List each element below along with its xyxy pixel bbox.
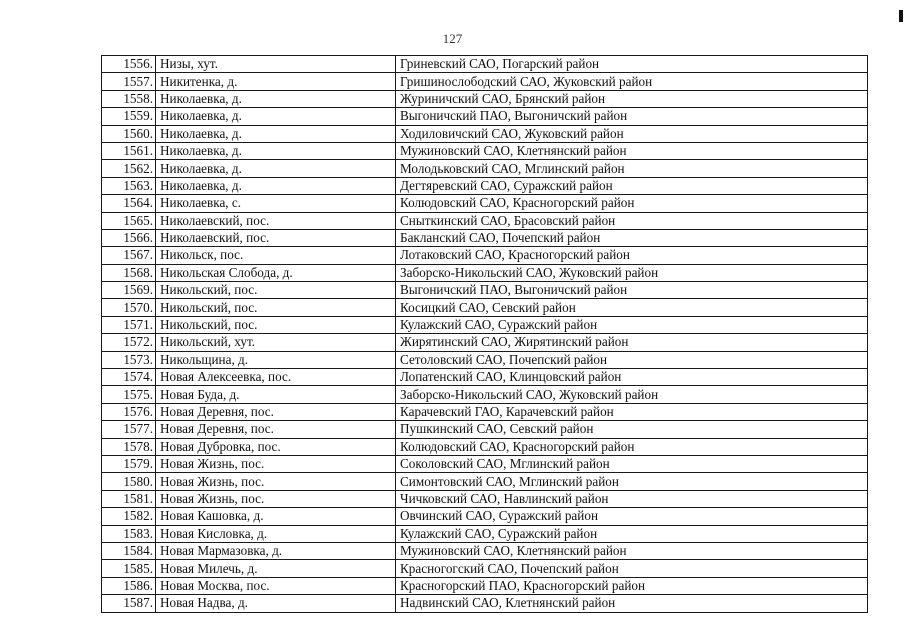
row-number-cell: 1567. xyxy=(102,247,156,264)
table-row xyxy=(102,247,868,264)
district-cell: Гриневский САО, Погарский район xyxy=(396,56,868,73)
table-row xyxy=(102,125,868,142)
table-row xyxy=(102,386,868,403)
table-row xyxy=(102,369,868,386)
district-cell: Заборско-Никольский САО, Жуковский район xyxy=(396,264,868,281)
settlement-name-cell: Новая Деревня, пос. xyxy=(156,403,396,420)
district-cell: Соколовский САО, Мглинский район xyxy=(396,455,868,472)
table-row xyxy=(102,490,868,507)
settlement-name-cell: Новая Жизнь, пос. xyxy=(156,490,396,507)
table-row xyxy=(102,351,868,368)
district-cell: Бакланский САО, Почепский район xyxy=(396,229,868,246)
row-number-cell: 1577. xyxy=(102,421,156,438)
settlement-name-cell: Николаевка, д. xyxy=(156,125,396,142)
district-cell: Гришинослободский САО, Жуковский район xyxy=(396,73,868,90)
row-number-cell: 1566. xyxy=(102,229,156,246)
district-cell: Косицкий САО, Севский район xyxy=(396,299,868,316)
settlement-name-cell: Никольская Слобода, д. xyxy=(156,264,396,281)
row-number-cell: 1586. xyxy=(102,577,156,594)
settlement-name-cell: Николаевка, д. xyxy=(156,160,396,177)
table-row xyxy=(102,577,868,594)
settlement-name-cell: Никитенка, д. xyxy=(156,73,396,90)
table-row xyxy=(102,508,868,525)
settlement-name-cell: Никольщина, д. xyxy=(156,351,396,368)
table-row xyxy=(102,177,868,194)
settlement-name-cell: Николаевка, д. xyxy=(156,108,396,125)
row-number-cell: 1574. xyxy=(102,369,156,386)
settlement-name-cell: Никольский, пос. xyxy=(156,282,396,299)
row-number-cell: 1565. xyxy=(102,212,156,229)
district-cell: Надвинский САО, Клетнянский район xyxy=(396,595,868,612)
settlement-name-cell: Николаевка, д. xyxy=(156,90,396,107)
table-row xyxy=(102,299,868,316)
row-number-cell: 1579. xyxy=(102,455,156,472)
settlement-name-cell: Новая Кашовка, д. xyxy=(156,508,396,525)
row-number-cell: 1568. xyxy=(102,264,156,281)
settlements-table xyxy=(101,55,868,613)
settlement-name-cell: Новая Жизнь, пос. xyxy=(156,455,396,472)
row-number-cell: 1581. xyxy=(102,490,156,507)
settlement-name-cell: Новая Мармазовка, д. xyxy=(156,542,396,559)
table-row xyxy=(102,473,868,490)
row-number-cell: 1587. xyxy=(102,595,156,612)
district-cell: Дегтяревский САО, Суражский район xyxy=(396,177,868,194)
settlement-name-cell: Никольский, пос. xyxy=(156,316,396,333)
district-cell: Симонтовский САО, Мглинский район xyxy=(396,473,868,490)
row-number-cell: 1575. xyxy=(102,386,156,403)
settlement-name-cell: Новая Жизнь, пос. xyxy=(156,473,396,490)
row-number-cell: 1558. xyxy=(102,90,156,107)
row-number-cell: 1561. xyxy=(102,142,156,159)
table-row xyxy=(102,160,868,177)
row-number-cell: 1571. xyxy=(102,316,156,333)
row-number-cell: 1569. xyxy=(102,282,156,299)
district-cell: Мужиновский САО, Клетнянский район xyxy=(396,142,868,159)
settlement-name-cell: Новая Алексеевка, пос. xyxy=(156,369,396,386)
table-row xyxy=(102,438,868,455)
district-cell: Молодьковский САО, Мглинский район xyxy=(396,160,868,177)
row-number-cell: 1580. xyxy=(102,473,156,490)
settlement-name-cell: Новая Дубровка, пос. xyxy=(156,438,396,455)
table-row xyxy=(102,282,868,299)
settlement-name-cell: Новая Милечь, д. xyxy=(156,560,396,577)
table-row xyxy=(102,142,868,159)
table-row xyxy=(102,455,868,472)
district-cell: Мужиновский САО, Клетнянский район xyxy=(396,542,868,559)
page-number: 127 xyxy=(442,31,463,46)
table-row xyxy=(102,195,868,212)
settlement-name-cell: Николаевка, д. xyxy=(156,177,396,194)
table-row xyxy=(102,316,868,333)
district-cell: Лопатенский САО, Клинцовский район xyxy=(396,369,868,386)
row-number-cell: 1585. xyxy=(102,560,156,577)
scan-edge-mark xyxy=(899,10,903,22)
row-number-cell: 1584. xyxy=(102,542,156,559)
district-cell: Колюдовский САО, Красногорский район xyxy=(396,195,868,212)
settlement-name-cell: Новая Кисловка, д. xyxy=(156,525,396,542)
table-row xyxy=(102,229,868,246)
table-row xyxy=(102,403,868,420)
settlement-name-cell: Никольский, хут. xyxy=(156,334,396,351)
district-cell: Журиничский САО, Брянский район xyxy=(396,90,868,107)
district-cell: Сетоловский САО, Почепский район xyxy=(396,351,868,368)
district-cell: Заборско-Никольский САО, Жуковский район xyxy=(396,386,868,403)
settlement-name-cell: Николаевский, пос. xyxy=(156,229,396,246)
settlement-name-cell: Николаевка, д. xyxy=(156,142,396,159)
table-row xyxy=(102,56,868,73)
settlement-name-cell: Новая Буда, д. xyxy=(156,386,396,403)
district-cell: Сныткинский САО, Брасовский район xyxy=(396,212,868,229)
district-cell: Пушкинский САО, Севский район xyxy=(396,421,868,438)
row-number-cell: 1572. xyxy=(102,334,156,351)
row-number-cell: 1564. xyxy=(102,195,156,212)
table-row xyxy=(102,595,868,612)
row-number-cell: 1583. xyxy=(102,525,156,542)
row-number-cell: 1578. xyxy=(102,438,156,455)
district-cell: Карачевский ГАО, Карачевский район xyxy=(396,403,868,420)
row-number-cell: 1582. xyxy=(102,508,156,525)
row-number-cell: 1559. xyxy=(102,108,156,125)
table-row xyxy=(102,264,868,281)
row-number-cell: 1560. xyxy=(102,125,156,142)
row-number-cell: 1556. xyxy=(102,56,156,73)
district-cell: Ходиловичский САО, Жуковский район xyxy=(396,125,868,142)
row-number-cell: 1573. xyxy=(102,351,156,368)
district-cell: Лотаковский САО, Красногорский район xyxy=(396,247,868,264)
settlements-table-body xyxy=(102,56,868,613)
district-cell: Выгоничский ПАО, Выгоничский район xyxy=(396,108,868,125)
district-cell: Овчинский САО, Суражский район xyxy=(396,508,868,525)
table-row xyxy=(102,90,868,107)
settlement-name-cell: Новая Москва, пос. xyxy=(156,577,396,594)
row-number-cell: 1562. xyxy=(102,160,156,177)
row-number-cell: 1563. xyxy=(102,177,156,194)
settlement-name-cell: Никольский, пос. xyxy=(156,299,396,316)
table-row xyxy=(102,108,868,125)
table-row xyxy=(102,560,868,577)
row-number-cell: 1557. xyxy=(102,73,156,90)
row-number-cell: 1576. xyxy=(102,403,156,420)
table-row xyxy=(102,525,868,542)
row-number-cell: 1570. xyxy=(102,299,156,316)
settlement-name-cell: Никольск, пос. xyxy=(156,247,396,264)
table-row xyxy=(102,542,868,559)
settlement-name-cell: Новая Надва, д. xyxy=(156,595,396,612)
table-row xyxy=(102,212,868,229)
settlement-name-cell: Низы, хут. xyxy=(156,56,396,73)
district-cell: Красногогский САО, Почепский район xyxy=(396,560,868,577)
table-row xyxy=(102,421,868,438)
district-cell: Жирятинский САО, Жирятинский район xyxy=(396,334,868,351)
settlement-name-cell: Николаевка, с. xyxy=(156,195,396,212)
table-row xyxy=(102,73,868,90)
district-cell: Кулажский САО, Суражский район xyxy=(396,525,868,542)
settlement-name-cell: Новая Деревня, пос. xyxy=(156,421,396,438)
settlement-name-cell: Николаевский, пос. xyxy=(156,212,396,229)
district-cell: Чичковский САО, Навлинский район xyxy=(396,490,868,507)
district-cell: Выгоничский ПАО, Выгоничский район xyxy=(396,282,868,299)
district-cell: Кулажский САО, Суражский район xyxy=(396,316,868,333)
district-cell: Колюдовский САО, Красногорский район xyxy=(396,438,868,455)
district-cell: Красногорский ПАО, Красногорский район xyxy=(396,577,868,594)
table-row xyxy=(102,334,868,351)
